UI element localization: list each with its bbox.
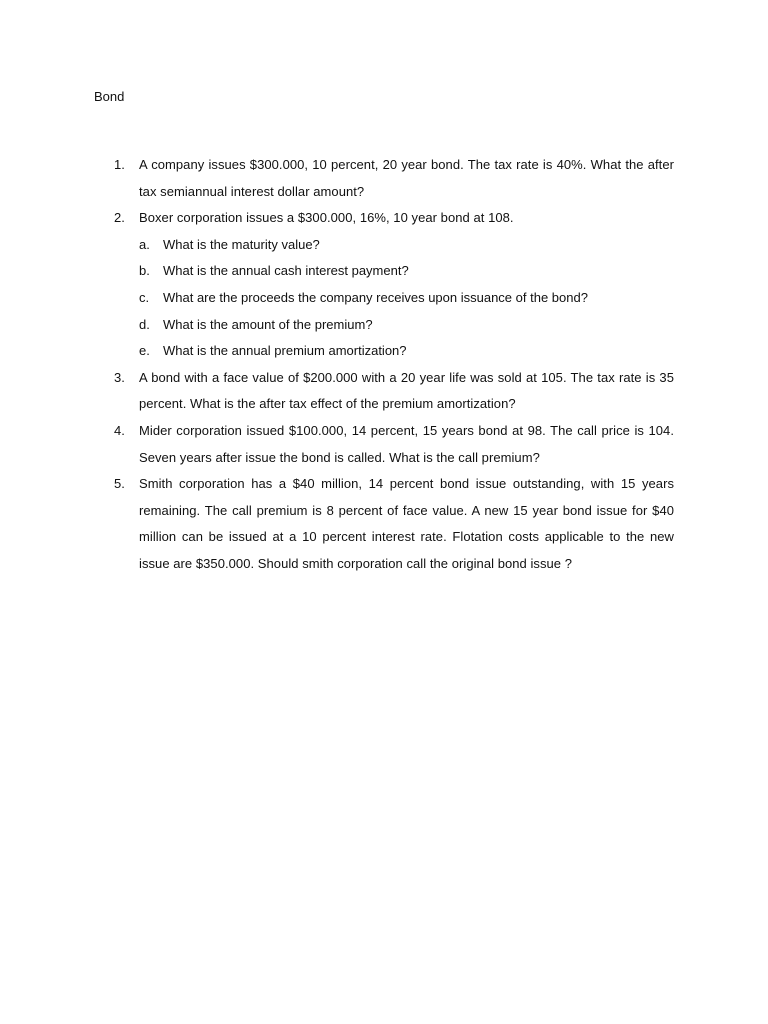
question-text: A company issues $300.000, 10 percent, 20 year bond. The tax rate is 40%. What the after tax semiannual interest dollar amount? [139, 157, 674, 199]
page-title: Bond [94, 89, 125, 104]
sub-question-letter: b. [139, 263, 150, 279]
sub-question-text: What is the annual premium amortization? [163, 343, 407, 359]
question-number: 5. [114, 476, 125, 492]
sub-question-text: What is the annual cash interest payment? [163, 263, 409, 279]
sub-question-list [0, 232, 768, 365]
sub-question-a [0, 232, 768, 259]
sub-question-c [0, 285, 768, 312]
question-number: 4. [114, 422, 125, 438]
sub-question-e [0, 338, 768, 365]
question-text: Boxer corporation issues a $300.000, 16%, 10 year bond at 108. [139, 210, 514, 226]
sub-question-text: What is the amount of the premium? [163, 316, 373, 332]
question-number: 3. [114, 369, 125, 385]
question-number: 1. [114, 157, 125, 172]
question-4 [0, 418, 768, 471]
question-5 [0, 471, 768, 577]
sub-question-letter: a. [139, 236, 150, 252]
sub-question-d [0, 312, 768, 339]
sub-question-letter: d. [139, 316, 150, 332]
sub-question-text: What are the proceeds the company receives upon issuance of the bond? [163, 289, 588, 305]
question-2 [0, 205, 768, 365]
question-list [0, 152, 768, 578]
sub-question-letter: e. [139, 343, 150, 359]
question-3 [0, 365, 768, 418]
sub-question-b [0, 258, 768, 285]
question-number: 2. [114, 210, 125, 226]
question-text: A bond with a face value of $200.000 with a 20 year life was sold at 105. The tax rate is 35 percent. What is the after tax effect of the premium amortization? [139, 369, 674, 412]
question-1 [0, 152, 768, 205]
question-text: Smith corporation has a $40 million, 14 percent bond issue outstanding, with 15 years remaining. The call premium is 8 percent of face value. A new 15 year bond issue for $40 million can be issued at a 10 percent interest rate. Flotation costs applicable to the new issue are $350.000. Should smith corporation call the original bond issue ? [139, 476, 674, 571]
sub-question-letter: c. [139, 289, 150, 305]
sub-question-text: What is the maturity value? [163, 236, 320, 252]
question-text: Mider corporation issued $100.000, 14 percent, 15 years bond at 98. The call price is 104. Seven years after issue the bond is called. What is the call premium? [139, 422, 674, 465]
